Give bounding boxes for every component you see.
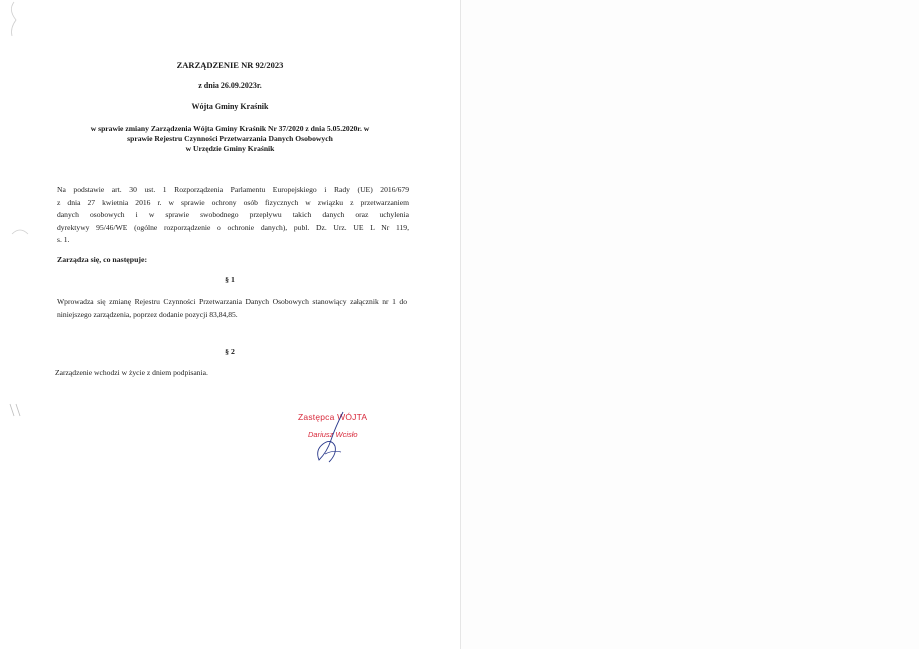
scan-artifact-mark [8,402,26,420]
subject-line: w sprawie zmiany Zarządzenia Wójta Gminy Kraśnik Nr 37/2020 z dnia 5.05.2020r. w [90,124,370,133]
subject-line: sprawie Rejestru Czynności Przetwarzania Danych Osobowych [127,134,333,143]
document-title: ZARZĄDZENIE NR 92/2023 [176,60,284,70]
ordering-phrase: Zarządza się, co następuje: [57,255,148,264]
stamp-name: Dariusz Wcisło [308,430,358,439]
section-1-mark: § 1 [225,275,235,284]
section-2-text: Zarządzenie wchodzi w życie z dniem podpisania. [55,368,208,377]
legal-basis-line: dyrektywy 95/46/WE (ogólne rozporządzenie o ochronie danych), publ. Dz. Urz. UE L Nr 119, [57,222,409,232]
legal-basis-line: Na podstawie art. 30 ust. 1 Rozporządzenia Parlamentu Europejskiego i Rady (UE) 2016/679 [57,185,409,194]
scan-artifact-mark [2,0,22,40]
punch-hole-mark [10,226,32,244]
subject-line: w Urzędzie Gminy Kraśnik [185,144,275,153]
document-issuer: Wójta Gminy Kraśnik [191,102,269,111]
legal-basis-paragraph [57,184,409,247]
stamp-role: Zastępca WÓJTA [298,412,368,422]
legal-basis-line: z dnia 27 kwietnia 2016 r. w sprawie ochrony osób fizycznych w związku z przetwarzaniem [57,197,409,207]
section-1-text: Wprowadza się zmianę Rejestru Czynności Przetwarzania Danych Osobowych stanowiący załącznik nr 1 do niniejszego zarządzenia, poprzez dodanie pozycji 83,84,85. [57,297,407,319]
section-2-mark: § 2 [225,347,235,356]
legal-basis-line: s. 1. [57,235,70,244]
document-subject [0,124,460,154]
handwritten-signature [305,410,355,465]
blank-page [461,0,919,649]
legal-basis-line: danych osobowych i w sprawie swobodnego przepływu takich danych oraz uchylenia [57,210,409,219]
document-date: z dnia 26.09.2023r. [198,81,262,90]
